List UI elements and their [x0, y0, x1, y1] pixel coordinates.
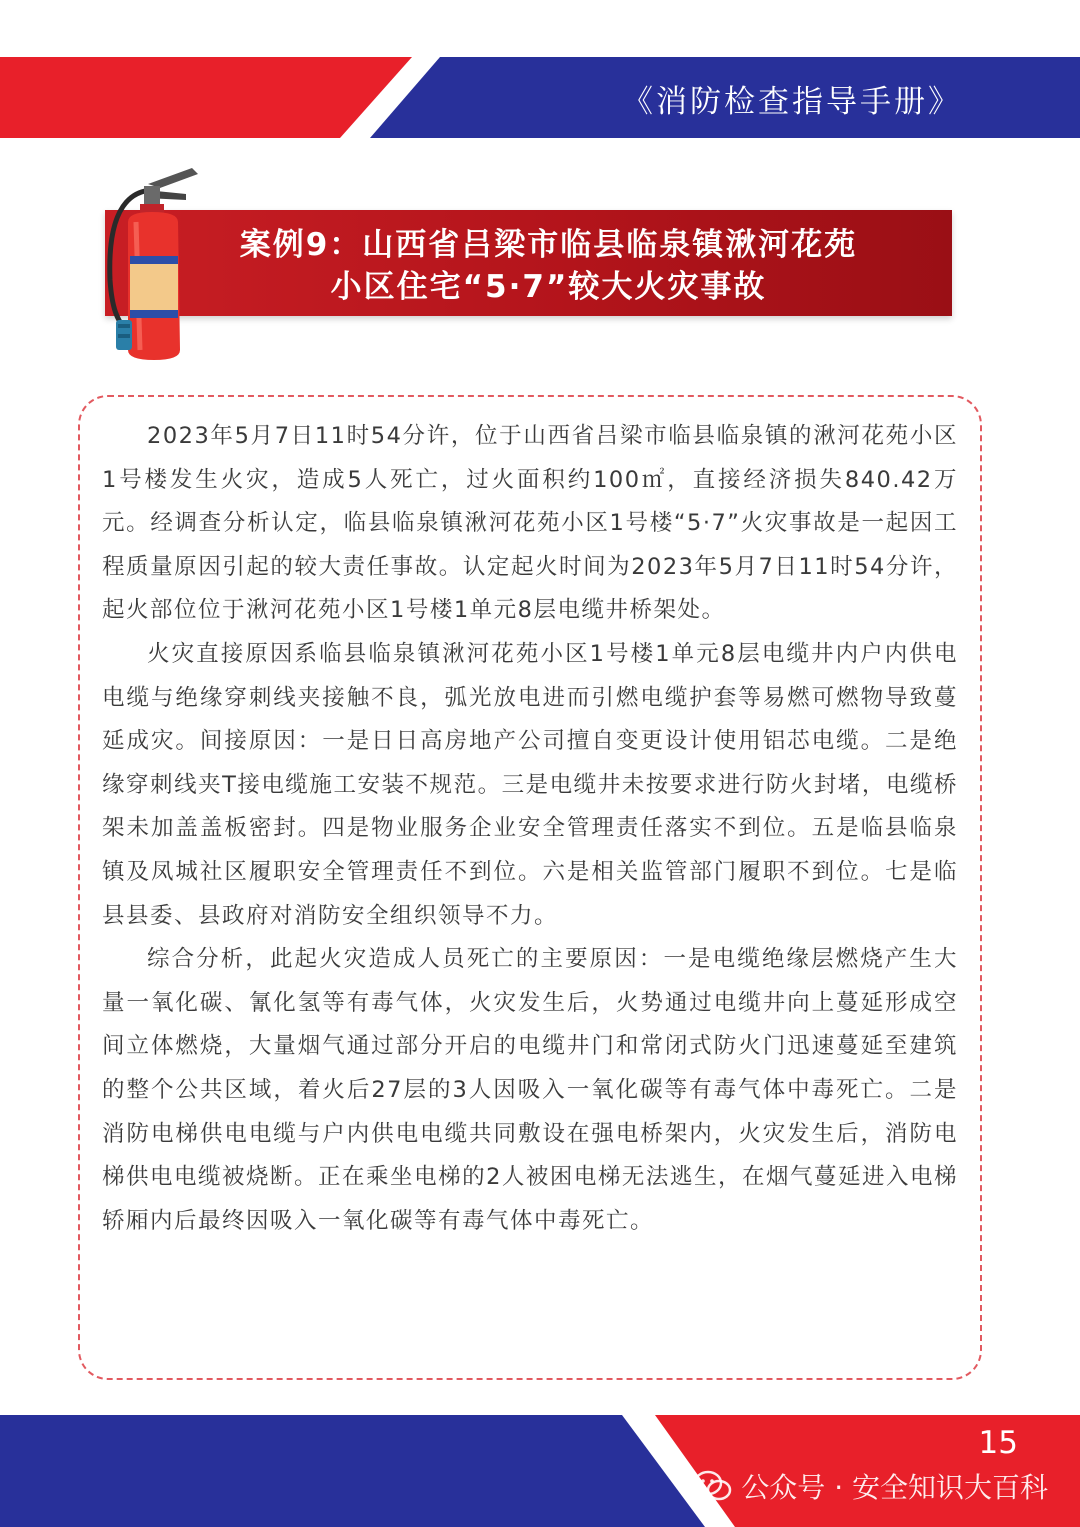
handbook-title: 《消防检查指导手册》 [622, 84, 962, 120]
header-red-stripe [0, 57, 412, 138]
case-title [105, 224, 952, 308]
case-title-line1: 案例9：山西省吕梁市临县临泉镇湫河花苑 [239, 227, 858, 263]
watermark [693, 1466, 1048, 1506]
fire-extinguisher-icon [100, 160, 210, 365]
footer-blue-stripe [0, 1415, 705, 1527]
case-content-box [78, 395, 982, 1380]
wechat-icon [693, 1469, 733, 1503]
header-stripes [0, 0, 1080, 150]
page-number: 15 [978, 1425, 1018, 1461]
case-title-line2: 小区住宅“5·7”较大火灾事故 [330, 269, 767, 305]
paragraph-1: 2023年5月7日11时54分许，位于山西省吕梁市临县临泉镇的湫河花苑小区1号楼发生火灾，造成5人死亡，过火面积约100㎡，直接经济损失840.42万元。经调查分析认定，临县临泉镇湫河花苑小区1号楼“5·7”火灾事故是一起因工程质量原因引起的较大责任事故。认定起火时间为2023年5月7日11时54分许，起火部位位于湫河花苑小区1号楼1单元8层电缆井桥架处。 [102, 423, 958, 624]
header-banner [0, 0, 1080, 150]
watermark-text: 公众号 · 安全知识大百科 [741, 1471, 1048, 1504]
case-title-banner [105, 210, 952, 316]
paragraph-2: 火灾直接原因系临县临泉镇湫河花苑小区1号楼1单元8层电缆井内户内供电电缆与绝缘穿刺线夹接触不良，弧光放电进而引燃电缆护套等易燃可燃物导致蔓延成灾。间接原因：一是日日高房地产公司擅自变更设计使用铝芯电缆。二是绝缘穿刺线夹T接电缆施工安装不规范。三是电缆井未按要求进行防火封堵，电缆桥架未加盖盖板密封。四是物业服务企业安全管理责任落实不到位。五是临县临泉镇及凤城社区履职安全管理责任不到位。六是相关监管部门履职不到位。七是临县县委、县政府对消防安全组织领导不力。 [102, 640, 958, 929]
paragraph-3: 综合分析，此起火灾造成人员死亡的主要原因：一是电缆绝缘层燃烧产生大量一氧化碳、氰化氢等有毒气体，火灾发生后，火势通过电缆井向上蔓延形成空间立体燃烧，大量烟气通过部分开启的电缆井门和常闭式防火门迅速蔓延至建筑的整个公共区域，着火后27层的3人因吸入一氧化碳等有毒气体中毒死亡。二是消防电梯供电电缆与户内供电电缆共同敷设在强电桥架内，火灾发生后，消防电梯供电电缆被烧断。正在乘坐电梯的2人被困电梯无法逃生，在烟气蔓延进入电梯轿厢内后最终因吸入一氧化碳等有毒气体中毒死亡。 [102, 946, 958, 1234]
